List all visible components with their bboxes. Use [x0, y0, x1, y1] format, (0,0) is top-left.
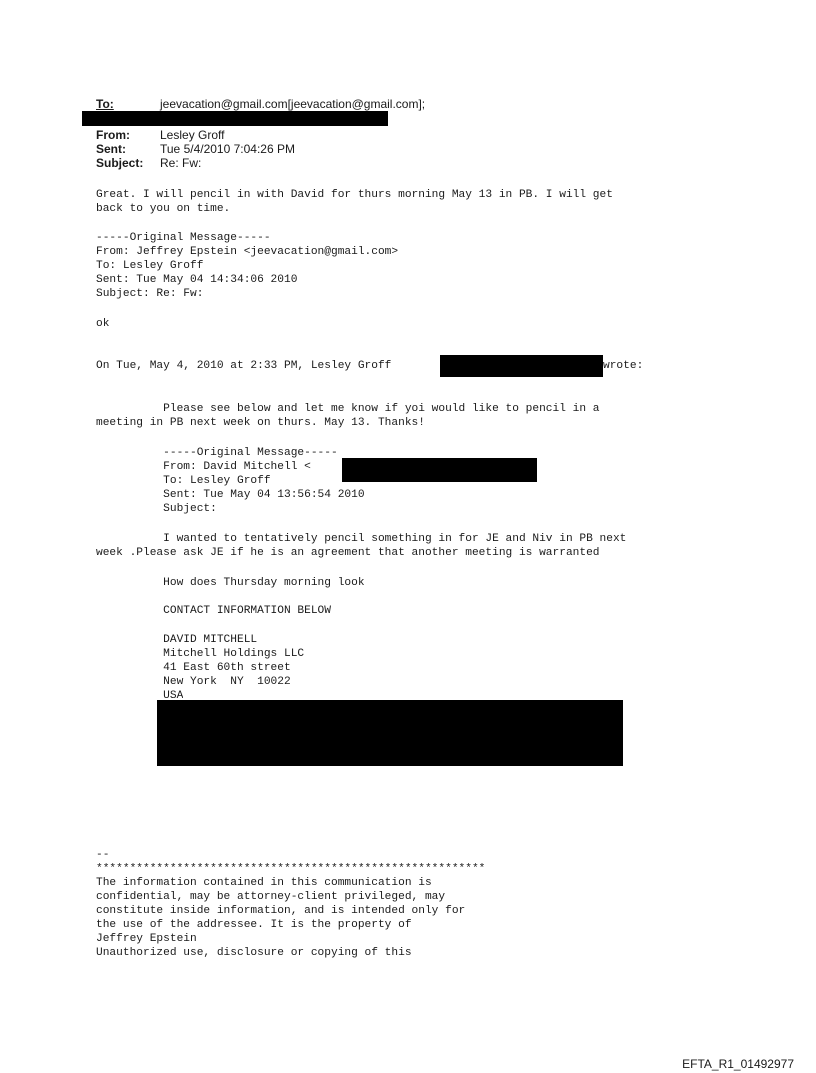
quoted-line: I wanted to tentatively pencil something in for JE and Niv in PB next [96, 533, 627, 545]
quoted-line: meeting in PB next week on thurs. May 13. Thanks! [96, 417, 425, 429]
document-id: EFTA_R1_01492977 [682, 1057, 794, 1071]
original-from: From: David Mitchell < [96, 461, 311, 473]
footer-dashes: -- [96, 849, 110, 861]
redaction-bar [342, 458, 537, 482]
email-header [96, 97, 696, 177]
quote-header-prefix: On Tue, May 4, 2010 at 2:33 PM, Lesley Groff [96, 360, 392, 372]
disclaimer-line: Jeffrey Epstein [96, 933, 197, 945]
original-message-divider: -----Original Message----- [96, 447, 338, 459]
footer-stars: ********************************************************** [96, 863, 486, 875]
signature-country: USA [96, 690, 184, 699]
quoted-line: CONTACT INFORMATION BELOW [96, 605, 331, 617]
sent-value: Tue 5/4/2010 7:04:26 PM [160, 142, 295, 156]
original-to: To: Lesley Groff [96, 475, 271, 487]
redaction-bar [440, 355, 603, 377]
disclaimer-line: Unauthorized use, disclosure or copying of this [96, 947, 412, 959]
disclaimer-line: The information contained in this communication is [96, 877, 432, 889]
disclaimer-line: the use of the addressee. It is the property of [96, 919, 412, 931]
signature-company: Mitchell Holdings LLC [96, 648, 305, 660]
subject-label: Subject: [96, 156, 144, 170]
subject-value: Re: Fw: [160, 156, 202, 170]
original-to: To: Lesley Groff [96, 260, 204, 272]
original-from: From: Jeffrey Epstein <jeevacation@gmail.com> [96, 246, 399, 258]
to-value: jeevacation@gmail.com[jeevacation@gmail.com]; [160, 97, 426, 111]
original-subject: Subject: [96, 503, 217, 515]
quote-header-suffix: wrote: [603, 360, 644, 372]
quoted-line: Please see below and let me know if yoi would like to pencil in a [96, 403, 600, 415]
signature-city: New York NY 10022 [96, 676, 291, 688]
quoted-line: How does Thursday morning look [96, 577, 365, 589]
original-subject: Subject: Re: Fw: [96, 288, 204, 300]
redaction-bar [157, 700, 623, 766]
to-label: To: [96, 97, 114, 111]
reply-ok: ok [96, 318, 110, 330]
signature-name: DAVID MITCHELL [96, 634, 258, 646]
original-sent: Sent: Tue May 04 14:34:06 2010 [96, 274, 298, 286]
disclaimer-line: constitute inside information, and is intended only for [96, 905, 466, 917]
reply-line: Great. I will pencil in with David for thurs morning May 13 in PB. I will get [96, 189, 613, 201]
reply-line: back to you on time. [96, 203, 231, 215]
signature-street: 41 East 60th street [96, 662, 291, 674]
from-value: Lesley Groff [160, 128, 225, 142]
quoted-line: week .Please ask JE if he is an agreement that another meeting is warranted [96, 547, 600, 559]
sent-label: Sent: [96, 142, 126, 156]
from-label: From: [96, 128, 130, 142]
redaction-bar [82, 111, 388, 126]
original-sent: Sent: Tue May 04 13:56:54 2010 [96, 489, 365, 501]
original-message-divider: -----Original Message----- [96, 232, 271, 244]
disclaimer-line: confidential, may be attorney-client privileged, may [96, 891, 446, 903]
